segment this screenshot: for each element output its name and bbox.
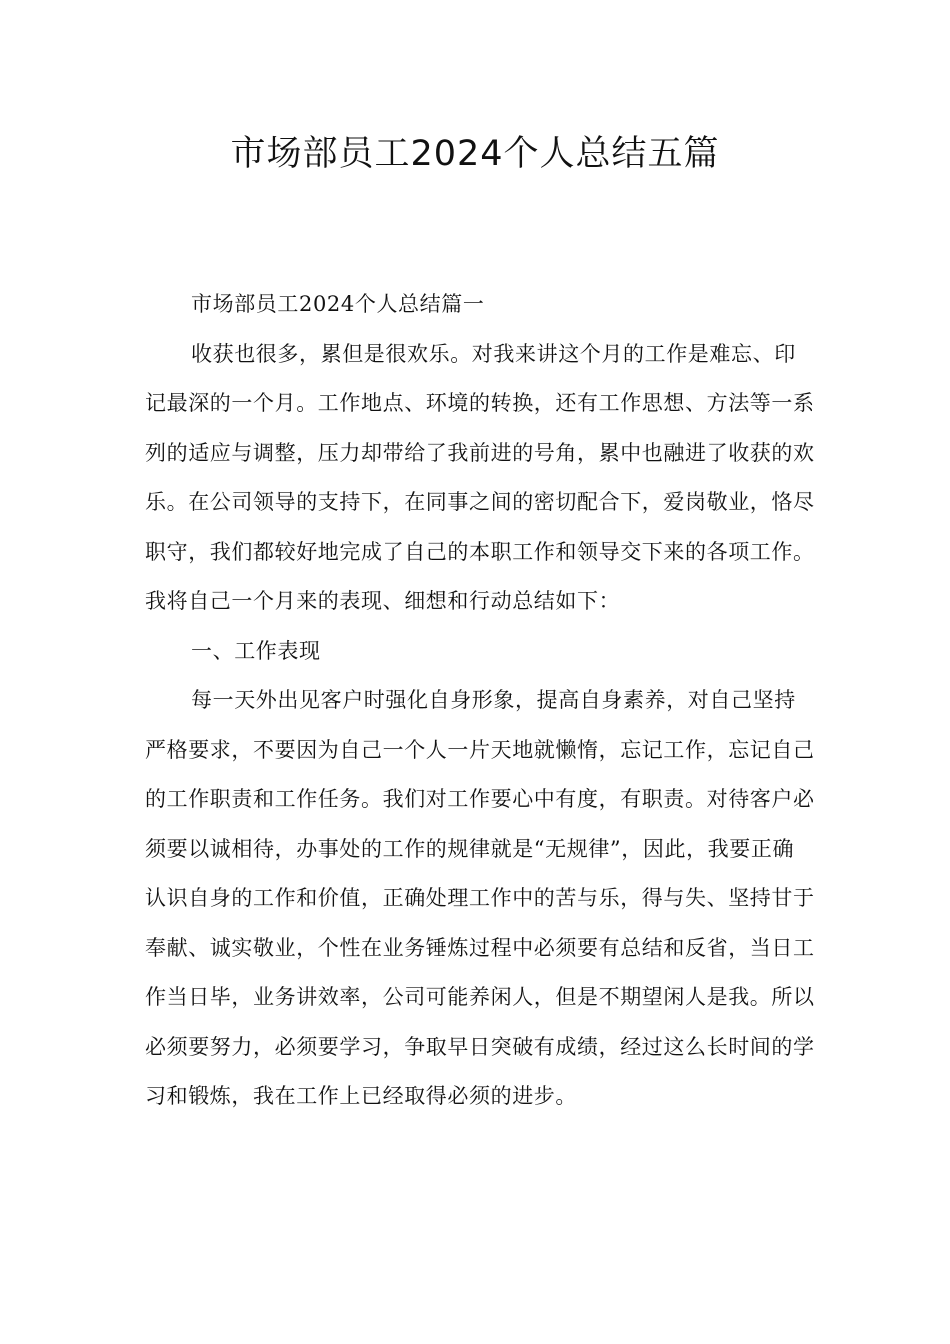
paragraph-intro: 收获也很多，累但是很欢乐。对我来讲这个月的工作是难忘、印记最深的一个月。工作地点、环境的转换，还有工作思想、方法等一系列的适应与调整，压力却带给了我前进的号角，累中也融进了收获的欢乐。在公司领导的支持下，在同事之间的密切配合下，爱岗敬业，恪尽职守，我们都较好地完成了自己的本职工作和领导交下来的各项工作。我将自己一个月来的表现、细想和行动总结如下： (145, 341, 815, 613)
paragraph-work-performance: 每一天外出见客户时强化自身形象，提高自身素养，对自己坚持严格要求，不要因为自己一个人一片天地就懒惰，忘记工作，忘记自己的工作职责和工作任务。我们对工作要心中有度，有职责。对待客户必须要以诚相待，办事处的工作的规律就是“无规律”，因此，我要正确认识自身的工作和价值，正确处理工作中的苦与乐，得与失、坚持甘于奉献、诚实敬业，个性在业务锤炼过程中必须要有总结和反省，当日工作当日毕，业务讲效率，公司可能养闲人，但是不期望闲人是我。所以必须要努力，必须要学习，争取早日突破有成绩，经过这么长时间的学习和锻炼，我在工作上已经取得必须的进步。 (145, 688, 815, 1108)
subheading-work-performance: 一、工作表现 (191, 638, 321, 663)
section-title: 市场部员工2024个人总结篇一 (191, 292, 485, 316)
document-title: 市场部员工2024个人总结五篇 (230, 134, 720, 174)
document-body (145, 280, 815, 1122)
